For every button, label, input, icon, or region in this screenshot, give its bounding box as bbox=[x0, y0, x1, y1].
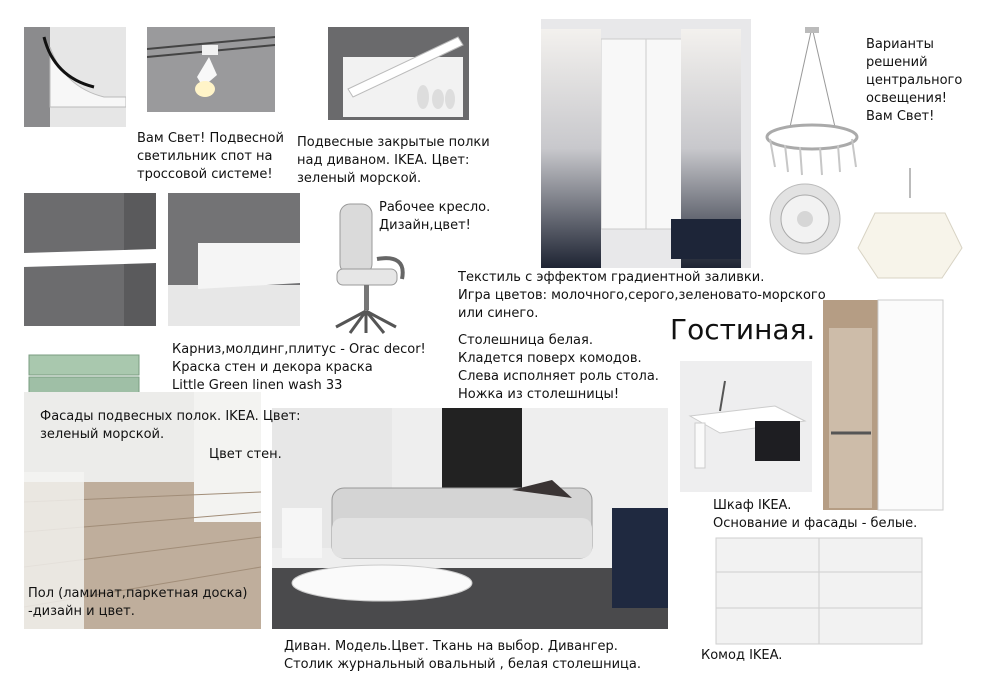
caption-molding: Карниз,молдинг,плитус - Orac decor! Краска стен и декора краска Little Green linen wash 33 bbox=[172, 342, 426, 393]
caption-shelves: Подвесные закрытые полки над диваном. IKEA. Цвет: зеленый морской. bbox=[297, 135, 490, 186]
cornice-photo bbox=[24, 27, 126, 127]
caption-lighting: Варианты решений центрального освещения! Вам Свет! bbox=[866, 37, 963, 124]
pendant-lamp-photo bbox=[850, 168, 970, 283]
caption-floor: Пол (ламинат,паркетная доска) -дизайн и цвет. bbox=[28, 586, 248, 619]
caption-facades: Фасады подвесных полок. IKEA. Цвет: зеленый морской. bbox=[40, 409, 301, 442]
sofa-scene-photo bbox=[272, 408, 668, 629]
desk-photo bbox=[680, 361, 812, 492]
dresser-photo bbox=[712, 532, 926, 649]
shelves-photo bbox=[328, 27, 469, 120]
wardrobe-photo bbox=[821, 298, 949, 515]
caption-spot-light: Вам Свет! Подвесной светильник спот на троссовой системе! bbox=[137, 131, 284, 182]
spot-light-photo bbox=[147, 27, 275, 112]
molding-photo bbox=[24, 193, 156, 326]
caption-chair: Рабочее кресло. Дизайн,цвет! bbox=[379, 200, 491, 233]
caption-wardrobe: Шкаф IKEA. Основание и фасады - белые. bbox=[713, 498, 918, 531]
chandelier-photo bbox=[760, 27, 865, 177]
board-title: Гостиная. bbox=[670, 313, 816, 346]
curtains-photo bbox=[541, 19, 751, 268]
ceiling-rosette-photo bbox=[768, 182, 842, 256]
baseboard-photo bbox=[168, 193, 300, 326]
caption-dresser: Комод IKEA. bbox=[701, 648, 783, 663]
caption-textile: Текстиль с эффектом градиентной заливки. Игра цветов: молочного,серого,зеленовато-морского или синего. bbox=[458, 270, 826, 321]
caption-sofa: Диван. Модель.Цвет. Ткань на выбор. Дивангер. Столик журнальный овальный , белая столешница. bbox=[284, 639, 641, 672]
caption-countertop: Столешница белая. Кладется поверх комодов. Слева исполняет роль стола. Ножка из столешницы! bbox=[458, 333, 659, 402]
caption-wall-color: Цвет стен. bbox=[209, 447, 282, 462]
